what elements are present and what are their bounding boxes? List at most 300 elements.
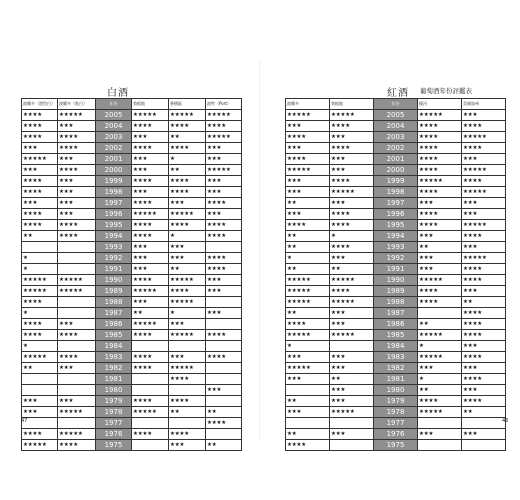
rating-cell: ★★★★★ (132, 407, 169, 418)
rating-cell: ★★★★ (462, 319, 506, 330)
table-row (22, 352, 242, 363)
vintage-year-cell: 2004 (374, 121, 418, 132)
rating-cell: ★★★★★ (418, 330, 462, 341)
rating-cell (58, 242, 96, 253)
rating-cell: ★★★ (206, 286, 242, 297)
table-row (22, 231, 242, 242)
rating-cell: ★ (418, 341, 462, 352)
rating-cell: ★★★ (330, 319, 374, 330)
rating-cell: ★★★ (418, 231, 462, 242)
vintage-year-cell: 1976 (96, 429, 132, 440)
rating-cell: ★★★★ (58, 231, 96, 242)
vintage-year-cell: 1978 (374, 407, 418, 418)
rating-cell: ★★★★ (286, 319, 330, 330)
rating-cell: ★★★★ (132, 363, 169, 374)
white-wine-title: 白酒 (107, 88, 129, 99)
rating-cell: ★★★★ (418, 187, 462, 198)
vintage-year-cell: 2004 (96, 121, 132, 132)
rating-cell: ★★★★ (418, 297, 462, 308)
vintage-year-cell: 1991 (374, 264, 418, 275)
rating-cell: ★★★★★ (132, 209, 169, 220)
rating-cell: ★★★ (132, 264, 169, 275)
vintage-year-cell: 1984 (374, 341, 418, 352)
table-row (22, 319, 242, 330)
table-row (22, 297, 242, 308)
rating-cell: ★★★ (286, 143, 330, 154)
rating-cell: ★★★ (206, 143, 242, 154)
table-row (286, 121, 506, 132)
rating-cell: ★★★★★ (418, 110, 462, 121)
rating-cell: ★★★★ (206, 264, 242, 275)
rating-cell: ★★★★ (22, 121, 58, 132)
vintage-year-cell: 1975 (374, 440, 418, 451)
rating-cell: ★★ (286, 231, 330, 242)
rating-cell: ★★★★ (286, 154, 330, 165)
rating-cell: ★★★ (58, 187, 96, 198)
rating-cell (132, 440, 169, 451)
rating-cell: ★★★★★ (330, 297, 374, 308)
rating-cell: ★★★★★ (462, 165, 506, 176)
rating-cell: ★★★★★ (330, 110, 374, 121)
table-row (286, 297, 506, 308)
table-row (286, 154, 506, 165)
rating-cell: ★ (22, 253, 58, 264)
rating-cell: ★★★ (206, 209, 242, 220)
rating-cell: ★★★★★ (22, 275, 58, 286)
rating-cell (418, 418, 462, 429)
rating-cell: ★★★★★ (132, 110, 169, 121)
vintage-year-cell: 1997 (374, 198, 418, 209)
rating-cell: ★★★ (132, 187, 169, 198)
rating-cell: ★★ (169, 407, 206, 418)
table-row (22, 418, 242, 429)
rating-cell: ★★★★★ (169, 209, 206, 220)
rating-cell (58, 264, 96, 275)
rating-cell: ★★★ (206, 308, 242, 319)
vintage-year-cell: 1983 (96, 352, 132, 363)
vintage-year-cell: 1977 (374, 418, 418, 429)
rating-cell: ★★★★ (169, 396, 206, 407)
rating-cell: ★★★★ (462, 352, 506, 363)
table-row (22, 110, 242, 121)
rating-cell (206, 429, 242, 440)
table-row (22, 407, 242, 418)
vintage-year-cell: 1990 (374, 275, 418, 286)
rating-cell: ★★★★ (418, 286, 462, 297)
rating-cell: ★★★★ (462, 275, 506, 286)
rating-cell (132, 418, 169, 429)
vintage-year-cell: 1986 (96, 319, 132, 330)
table-row (22, 330, 242, 341)
column-header: 勃根地 (330, 99, 374, 110)
column-header: 美國加州 (462, 99, 506, 110)
rating-cell (169, 385, 206, 396)
rating-cell: ★★★ (58, 121, 96, 132)
rating-cell: ★★★★ (418, 143, 462, 154)
rating-cell: ★★★★★ (462, 220, 506, 231)
vintage-year-cell: 2001 (374, 154, 418, 165)
vintage-year-cell: 1985 (96, 330, 132, 341)
rating-cell: ★★★★ (58, 165, 96, 176)
vintage-year-cell: 1985 (374, 330, 418, 341)
rating-cell: ★★★★ (58, 220, 96, 231)
rating-cell: ★★ (169, 132, 206, 143)
rating-cell: ★★★★ (132, 396, 169, 407)
rating-cell: ★★★★★ (418, 176, 462, 187)
rating-cell: ★★★★★ (58, 110, 96, 121)
rating-cell: ★★★★ (22, 209, 58, 220)
rating-cell: ★★★★ (462, 264, 506, 275)
rating-cell: ★★★★★ (22, 352, 58, 363)
table-row (286, 352, 506, 363)
rating-cell: ★★★★ (286, 220, 330, 231)
rating-cell: ★★★★ (206, 231, 242, 242)
rating-cell: ★★★★★ (58, 286, 96, 297)
rating-cell: ★★★★★ (58, 407, 96, 418)
vintage-year-cell: 1990 (96, 275, 132, 286)
rating-cell (169, 341, 206, 352)
table-row (22, 121, 242, 132)
rating-cell: ★★★ (58, 154, 96, 165)
rating-cell (22, 374, 58, 385)
column-header: 香檳區 (169, 99, 206, 110)
rating-cell: ★★★ (169, 319, 206, 330)
vintage-year-cell: 1994 (374, 231, 418, 242)
rating-cell (58, 297, 96, 308)
rating-cell: ★★★★ (206, 121, 242, 132)
vintage-year-cell: 1982 (96, 363, 132, 374)
rating-cell: ★★★ (462, 209, 506, 220)
vintage-year-cell: 1994 (96, 231, 132, 242)
rating-cell (206, 297, 242, 308)
rating-cell: ★★★★ (418, 132, 462, 143)
rating-cell: ★★★★ (462, 121, 506, 132)
rating-cell: ★★★ (330, 363, 374, 374)
rating-cell (206, 363, 242, 374)
rating-cell: ★★★★ (22, 187, 58, 198)
rating-cell: ★★★ (462, 198, 506, 209)
rating-cell: ★★★★★ (132, 319, 169, 330)
vintage-year-cell: 2003 (96, 132, 132, 143)
rating-cell: ★ (330, 231, 374, 242)
rating-cell: ★★★★★ (286, 110, 330, 121)
column-header: 波爾多（甜型白） (22, 99, 58, 110)
rating-cell: ★★★★★ (286, 275, 330, 286)
rating-cell: ★★★ (206, 154, 242, 165)
table-row (22, 374, 242, 385)
table-row (22, 154, 242, 165)
rating-cell: ★★★★ (418, 209, 462, 220)
table-header-row (22, 99, 242, 110)
rating-cell (206, 242, 242, 253)
rating-cell: ★★★ (330, 132, 374, 143)
rating-cell: ★★★★★ (169, 363, 206, 374)
rating-cell: ★★★ (418, 253, 462, 264)
table-row (286, 319, 506, 330)
rating-cell: ★★★★ (418, 121, 462, 132)
rating-cell: ★★★★★ (418, 275, 462, 286)
rating-cell: ★★★★ (58, 143, 96, 154)
rating-cell: ★★★★ (132, 429, 169, 440)
rating-cell: ★★★ (462, 363, 506, 374)
rating-cell: ★★ (132, 308, 169, 319)
rating-cell (169, 418, 206, 429)
right-page (260, 0, 520, 500)
rating-cell: ★★★★ (169, 121, 206, 132)
rating-cell: ★★★ (418, 363, 462, 374)
rating-cell: ★★★ (330, 385, 374, 396)
column-header: 隆河 (418, 99, 462, 110)
rating-cell: ★★★★★ (330, 407, 374, 418)
table-row (286, 275, 506, 286)
table-header-row (286, 99, 506, 110)
table-row (286, 429, 506, 440)
rating-cell: ★★★★★ (22, 154, 58, 165)
rating-cell: ★★★★★ (462, 132, 506, 143)
rating-cell: ★★★ (330, 198, 374, 209)
rating-cell: ★★★ (132, 253, 169, 264)
rating-cell: ★★★ (169, 242, 206, 253)
rating-cell: ★★★ (286, 352, 330, 363)
rating-cell: ★ (22, 308, 58, 319)
rating-cell: ★★ (330, 374, 374, 385)
rating-cell: ★★★★ (58, 352, 96, 363)
rating-cell: ★★★ (330, 253, 374, 264)
rating-cell: ★★★★★ (418, 352, 462, 363)
table-row (22, 264, 242, 275)
vintage-year-cell: 2001 (96, 154, 132, 165)
rating-cell: ★★★★★ (169, 297, 206, 308)
vintage-year-cell: 1995 (374, 220, 418, 231)
rating-cell: ★★★★ (169, 374, 206, 385)
rating-cell: ★★★ (462, 110, 506, 121)
rating-cell: ★★★★ (330, 242, 374, 253)
vintage-year-cell: 1979 (374, 396, 418, 407)
table-row (22, 242, 242, 253)
rating-cell (132, 385, 169, 396)
vintage-year-cell: 1979 (96, 396, 132, 407)
table-row (286, 220, 506, 231)
table-row (22, 253, 242, 264)
table-row (286, 363, 506, 374)
rating-cell (58, 308, 96, 319)
rating-cell: ★★★ (462, 341, 506, 352)
rating-cell: ★★★ (330, 154, 374, 165)
rating-cell (286, 385, 330, 396)
rating-cell: ★★ (206, 440, 242, 451)
rating-cell: ★★ (286, 242, 330, 253)
table-row (286, 385, 506, 396)
rating-cell: ★★★ (132, 242, 169, 253)
rating-cell: ★★★★ (462, 143, 506, 154)
page-number: 47 (21, 418, 28, 424)
rating-cell: ★★★ (418, 264, 462, 275)
table-row (22, 308, 242, 319)
white-wine-vintage-table (21, 98, 242, 451)
rating-cell: ★★★★★ (22, 440, 58, 451)
column-header: 波特（Port） (206, 99, 242, 110)
vintage-year-cell: 1993 (96, 242, 132, 253)
vintage-year-cell: 1980 (96, 385, 132, 396)
rating-cell: ★★★ (462, 242, 506, 253)
table-row (22, 143, 242, 154)
rating-cell: ★★★ (330, 308, 374, 319)
rating-cell: ★★★★★ (330, 275, 374, 286)
vintage-year-cell: 1999 (374, 176, 418, 187)
rating-cell (286, 418, 330, 429)
rating-cell: ★★ (169, 165, 206, 176)
rating-cell: ★★★★ (132, 220, 169, 231)
rating-cell: ★★★★★ (206, 165, 242, 176)
rating-cell: ★★★ (206, 187, 242, 198)
rating-cell: ★★ (286, 396, 330, 407)
rating-cell: ★★★★ (330, 209, 374, 220)
table-row (286, 341, 506, 352)
table-row (22, 176, 242, 187)
table-row (22, 220, 242, 231)
table-row (286, 396, 506, 407)
rating-cell: ★★ (462, 297, 506, 308)
rating-cell: ★★★ (58, 198, 96, 209)
rating-cell: ★★★ (132, 297, 169, 308)
table-row (22, 286, 242, 297)
rating-cell: ★★★★ (462, 231, 506, 242)
table-row (286, 264, 506, 275)
rating-cell: ★★★★ (132, 352, 169, 363)
rating-cell: ★★★★★ (58, 429, 96, 440)
rating-cell: ★★★★ (22, 319, 58, 330)
vintage-year-cell: 2000 (374, 165, 418, 176)
rating-cell: ★★★★★ (462, 187, 506, 198)
vintage-year-cell: 1998 (374, 187, 418, 198)
rating-cell (58, 341, 96, 352)
rating-cell: ★★★ (22, 407, 58, 418)
rating-cell: ★★★★★ (330, 187, 374, 198)
rating-cell: ★ (22, 341, 58, 352)
vintage-year-cell: 2002 (374, 143, 418, 154)
rating-cell: ★★★ (58, 209, 96, 220)
rating-cell: ★★★★ (418, 154, 462, 165)
rating-cell: ★★★★ (22, 110, 58, 121)
rating-cell: ★★★★ (169, 176, 206, 187)
rating-cell: ★★★★ (462, 396, 506, 407)
rating-cell: ★★ (418, 385, 462, 396)
rating-cell (58, 374, 96, 385)
vintage-year-cell: 2002 (96, 143, 132, 154)
rating-cell: ★★★★ (462, 308, 506, 319)
rating-cell: ★★★ (330, 352, 374, 363)
rating-cell: ★★★ (22, 198, 58, 209)
table-row (286, 110, 506, 121)
table-row (22, 275, 242, 286)
vintage-year-cell: 2000 (96, 165, 132, 176)
rating-cell (206, 374, 242, 385)
rating-cell: ★★ (286, 198, 330, 209)
rating-cell: ★★★★ (132, 143, 169, 154)
rating-cell: ★★★ (330, 429, 374, 440)
table-row (286, 198, 506, 209)
vintage-year-cell: 1999 (96, 176, 132, 187)
rating-cell: ★★★ (132, 132, 169, 143)
rating-cell: ★★★ (206, 385, 242, 396)
rating-cell: ★★★ (22, 396, 58, 407)
rating-cell: ★★★★ (22, 132, 58, 143)
table-row (22, 165, 242, 176)
rating-cell: ★★★★ (169, 143, 206, 154)
rating-cell (58, 253, 96, 264)
vintage-year-cell: 1986 (374, 319, 418, 330)
rating-cell: ★★★★ (169, 187, 206, 198)
vintage-year-cell: 1978 (96, 407, 132, 418)
rating-cell: ★★★★ (462, 374, 506, 385)
rating-cell: ★★★ (286, 407, 330, 418)
rating-cell: ★★★★ (132, 275, 169, 286)
vintage-year-cell: 1989 (374, 286, 418, 297)
table-row (286, 418, 506, 429)
rating-cell (418, 440, 462, 451)
rating-cell: ★★★ (286, 374, 330, 385)
rating-cell: ★★★ (462, 385, 506, 396)
vintage-year-cell: 1992 (96, 253, 132, 264)
rating-cell: ★★★ (58, 363, 96, 374)
column-header: 波爾多 (286, 99, 330, 110)
vintage-year-cell: 1984 (96, 341, 132, 352)
table-row (286, 286, 506, 297)
table-row (22, 132, 242, 143)
table-row (22, 187, 242, 198)
rating-cell: ★★★ (286, 187, 330, 198)
rating-cell: ★★★ (58, 319, 96, 330)
red-wine-vintage-table (285, 98, 509, 451)
rating-cell: ★★★★ (206, 253, 242, 264)
rating-cell: ★★ (22, 231, 58, 242)
rating-cell: ★★★ (286, 121, 330, 132)
rating-cell: ★★★★ (169, 286, 206, 297)
rating-cell: ★★★★ (330, 176, 374, 187)
vintage-year-cell: 1987 (374, 308, 418, 319)
rating-cell (206, 396, 242, 407)
vintage-year-cell: 2005 (374, 110, 418, 121)
table-row (286, 187, 506, 198)
rating-cell: ★★★ (169, 352, 206, 363)
rating-cell (206, 319, 242, 330)
vintage-chart-subtitle: 葡萄酒年份評鑑表 (420, 87, 472, 95)
rating-cell: ★★★★ (330, 121, 374, 132)
vintage-year-cell: 1976 (374, 429, 418, 440)
rating-cell: ★★★★ (22, 176, 58, 187)
rating-cell: ★★★★★ (418, 407, 462, 418)
rating-cell: ★★★★ (206, 330, 242, 341)
rating-cell: ★★★★★ (132, 286, 169, 297)
vintage-year-cell: 1989 (96, 286, 132, 297)
rating-cell: ★★★★★ (206, 110, 242, 121)
year-column-header: 年份 (96, 99, 132, 110)
rating-cell: ★★★★ (462, 330, 506, 341)
rating-cell: ★★★★ (330, 143, 374, 154)
rating-cell: ★ (169, 231, 206, 242)
rating-cell (206, 341, 242, 352)
year-column-header: 年份 (374, 99, 418, 110)
vintage-year-cell: 1982 (374, 363, 418, 374)
rating-cell: ★★★★ (206, 418, 242, 429)
rating-cell: ★★★ (22, 143, 58, 154)
rating-cell (330, 440, 374, 451)
rating-cell: ★★★ (22, 165, 58, 176)
vintage-year-cell: 1983 (374, 352, 418, 363)
rating-cell: ★★ (418, 242, 462, 253)
table-row (286, 330, 506, 341)
rating-cell: ★★★ (462, 429, 506, 440)
